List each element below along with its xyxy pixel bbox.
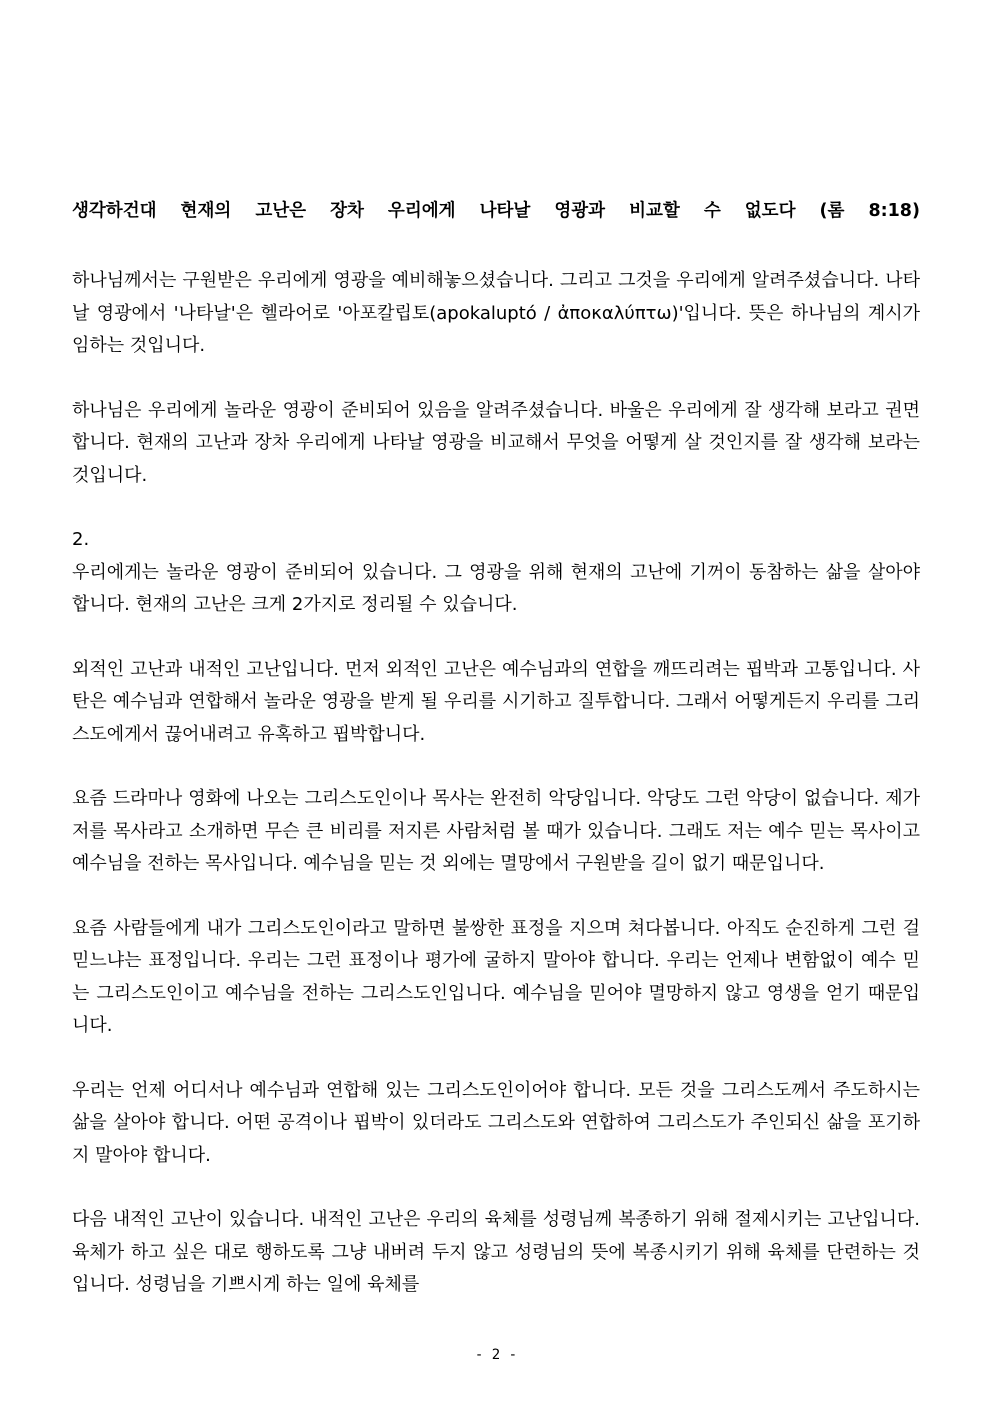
paragraph: 요즘 사람들에게 내가 그리스도인이라고 말하면 불쌍한 표정을 지으며 쳐다봅니다. 아직도 순진하게 그런 걸 믿느냐는 표정입니다. 우리는 그런 표정이나 평가에 굴하지 말아야 합니다. 우리는 언제나 변함없이 예수 믿는 그리스도인이고 예수님을 전하는 그리스도인입니다. 예수님을 믿어야 멸망하지 않고 영생을 얻기 때문입니다. bbox=[72, 917, 920, 1036]
paragraph: 우리는 언제 어디서나 예수님과 연합해 있는 그리스도인이어야 합니다. 모든 것을 그리스도께서 주도하시는 삶을 살아야 합니다. 어떤 공격이나 핍박이 있더라도 그리스도와 연합하여 그리스도가 주인되신 삶을 포기하지 말아야 합니다. bbox=[72, 1079, 920, 1166]
document-body bbox=[72, 195, 920, 1334]
paragraph: 외적인 고난과 내적인 고난입니다. 먼저 외적인 고난은 예수님과의 연합을 깨뜨리려는 핍박과 고통입니다. 사탄은 예수님과 연합해서 놀라운 영광을 받게 될 우리를 시기하고 질투합니다. 그래서 어떻게든지 우리를 그리스도에게서 끊어내려고 유혹하고 핍박합니다. bbox=[72, 658, 920, 745]
page-number: - 2 - bbox=[474, 1347, 518, 1363]
document-title: 생각하건대 현재의 고난은 장차 우리에게 나타날 영광과 비교할 수 없도다 (롬 8:18) bbox=[72, 201, 920, 221]
paragraph: 다음 내적인 고난이 있습니다. 내적인 고난은 우리의 육체를 성령님께 복종하기 위해 절제시키는 고난입니다. 육체가 하고 싶은 대로 행하도록 그냥 내버려 두지 않고 성령님의 뜻에 복종시키기 위해 육체를 단련하는 것입니다. 성령님을 기쁘시게 하는 일에 육체를 bbox=[72, 1209, 920, 1295]
paragraph: 하나님은 우리에게 놀라운 영광이 준비되어 있음을 알려주셨습니다. 바울은 우리에게 잘 생각해 보라고 권면합니다. 현재의 고난과 장차 우리에게 나타날 영광을 비교해서 무엇을 어떻게 살 것인지를 잘 생각해 보라는 것입니다. bbox=[72, 399, 920, 486]
paragraph: 하나님께서는 구원받은 우리에게 영광을 예비해놓으셨습니다. 그리고 그것을 우리에게 알려주셨습니다. 나타날 영광에서 '나타날'은 헬라어로 '아포칼립토(apokaluptó / ἀποκαλύπτω)'입니다. 뜻은 하나님의 계시가 임하는 것입니다. bbox=[72, 270, 920, 356]
paragraph: 우리에게는 놀라운 영광이 준비되어 있습니다. 그 영광을 위해 현재의 고난에 기꺼이 동참하는 삶을 살아야 합니다. 현재의 고난은 크게 2가지로 정리될 수 있습니다. bbox=[72, 561, 920, 615]
paragraph: 요즘 드라마나 영화에 나오는 그리스도인이나 목사는 완전히 악당입니다. 악당도 그런 악당이 없습니다. 제가 저를 목사라고 소개하면 무슨 큰 비리를 저지른 사람처럼 볼 때가 있습니다. 그래도 저는 예수 믿는 목사이고 예수님을 전하는 목사입니다. 예수님을 믿는 것 외에는 멸망에서 구원받을 길이 없기 때문입니다. bbox=[72, 788, 920, 874]
section-number: 2. bbox=[72, 529, 90, 550]
